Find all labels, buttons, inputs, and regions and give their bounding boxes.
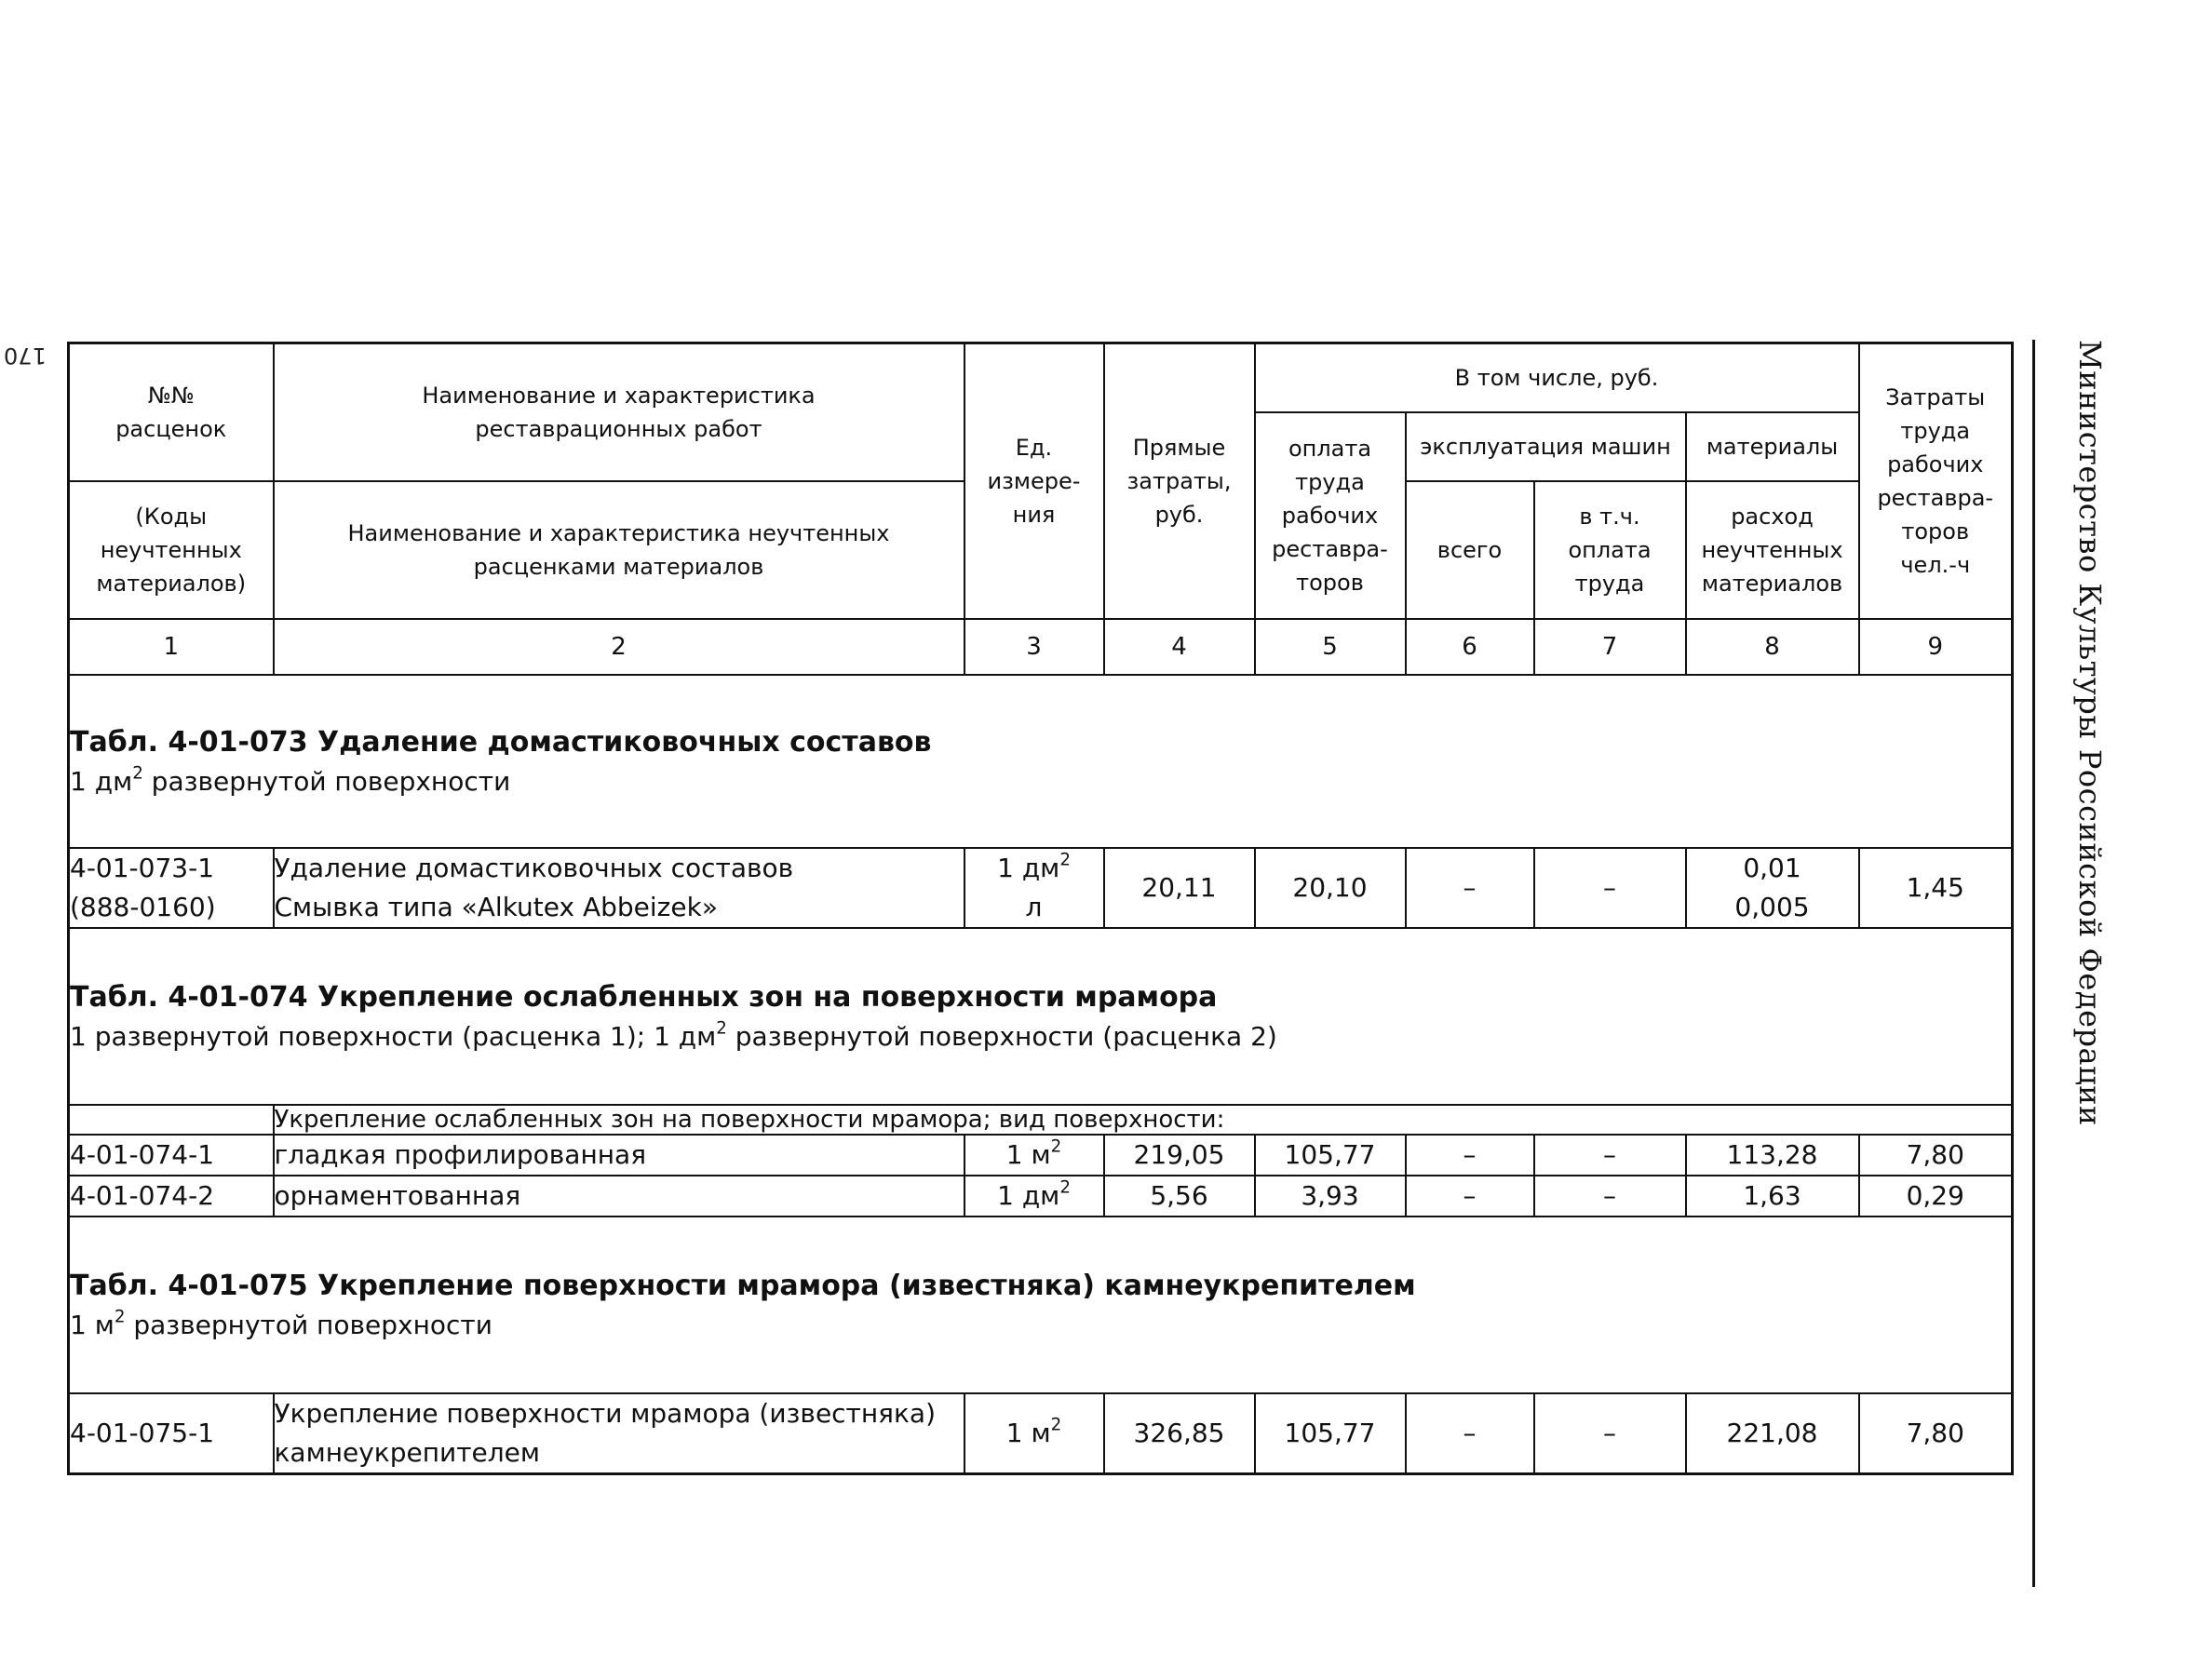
rate-code: 4-01-074-2 bbox=[69, 1176, 274, 1217]
labor-hours: 7,80 bbox=[1859, 1135, 2013, 1176]
header-machines-total: всего bbox=[1406, 481, 1534, 619]
header-materials: материалы bbox=[1686, 412, 1859, 481]
column-number: 8 bbox=[1686, 619, 1859, 675]
subheader-text: Укрепление ослабленных зон на поверхности мрамора; вид поверхности: bbox=[274, 1105, 2013, 1135]
header-materials-consumption: расход неучтенных материалов bbox=[1686, 481, 1859, 619]
header-labor-pay: оплата труда рабочих реставра- торов bbox=[1255, 412, 1406, 619]
side-title-rule bbox=[2032, 340, 2108, 1587]
subheader-row bbox=[69, 1105, 2013, 1135]
header-machines: эксплуатация машин bbox=[1406, 412, 1686, 481]
section-title: Табл. 4-01-073 Удаление домастиковочных составов bbox=[70, 725, 932, 759]
section-header bbox=[69, 1217, 2013, 1393]
section-title: Табл. 4-01-075 Укрепление поверхности мрамора (известняка) камнеукрепителем bbox=[70, 1269, 1416, 1302]
table-row bbox=[69, 1393, 2013, 1474]
column-number: 2 bbox=[274, 619, 964, 675]
column-number: 5 bbox=[1255, 619, 1406, 675]
rate-code: 4-01-075-1 bbox=[69, 1393, 274, 1474]
column-number: 7 bbox=[1534, 619, 1686, 675]
work-name: Укрепление поверхности мрамора (известняка) камнеукрепителем bbox=[274, 1393, 964, 1474]
machines-labor: – bbox=[1534, 1135, 1686, 1176]
header-unit: Ед. измере- ния bbox=[964, 343, 1104, 619]
section-unit: 1 $дм^2$ развернутой поверхности bbox=[70, 762, 511, 797]
work-name: Удаление домастиковочных составов Смывка типа «Alkutex Abbeizek» bbox=[274, 848, 964, 928]
unit: 1 $м^2$ bbox=[964, 1393, 1104, 1474]
direct-costs: 5,56 bbox=[1104, 1176, 1255, 1217]
labor-pay: 20,10 bbox=[1255, 848, 1406, 928]
header-labor-hours: Затраты труда рабочих реставра- торов чел.-ч bbox=[1859, 343, 2013, 619]
header-machines-labor: в т.ч. оплата труда bbox=[1534, 481, 1686, 619]
section-unit: 1 $м^2$ развернутой поверхности bbox=[70, 1306, 492, 1340]
header-col2-top: Наименование и характеристика реставрационных работ bbox=[274, 343, 964, 481]
materials: 0,01 0,005 bbox=[1686, 848, 1859, 928]
column-number: 1 bbox=[69, 619, 274, 675]
direct-costs: 20,11 bbox=[1104, 848, 1255, 928]
unit: 1 $дм^2$ bbox=[964, 1176, 1104, 1217]
rate-code: 4-01-074-1 bbox=[69, 1135, 274, 1176]
direct-costs: 219,05 bbox=[1104, 1135, 1255, 1176]
work-name: орнаментованная bbox=[274, 1176, 964, 1217]
section-header bbox=[69, 675, 2013, 848]
table-row bbox=[69, 1135, 2013, 1176]
column-number: 4 bbox=[1104, 619, 1255, 675]
column-numbers-row bbox=[69, 619, 2013, 675]
side-title: Министерство Культуры Российской Федерации bbox=[2072, 340, 2108, 1126]
column-number: 6 bbox=[1406, 619, 1534, 675]
machines-total: – bbox=[1406, 1393, 1534, 1474]
labor-pay: 105,77 bbox=[1255, 1135, 1406, 1176]
page-number: 170 bbox=[4, 343, 47, 369]
labor-pay: 3,93 bbox=[1255, 1176, 1406, 1217]
labor-hours: 7,80 bbox=[1859, 1393, 2013, 1474]
direct-costs: 326,85 bbox=[1104, 1393, 1255, 1474]
machines-total: – bbox=[1406, 1135, 1534, 1176]
work-name: гладкая профилированная bbox=[274, 1135, 964, 1176]
materials: 1,63 bbox=[1686, 1176, 1859, 1217]
labor-pay: 105,77 bbox=[1255, 1393, 1406, 1474]
labor-hours: 1,45 bbox=[1859, 848, 2013, 928]
materials: 221,08 bbox=[1686, 1393, 1859, 1474]
section-unit: 1 развернутой поверхности (расценка 1); 1 $дм^2$ развернутой поверхности (расценка 2) bbox=[70, 1017, 1277, 1052]
machines-labor: – bbox=[1534, 1393, 1686, 1474]
header-col1-bottom: (Коды неучтенных материалов) bbox=[69, 481, 274, 619]
price-table bbox=[67, 342, 2014, 1475]
section-title: Табл. 4-01-074 Укрепление ослабленных зон на поверхности мрамора bbox=[70, 980, 1218, 1014]
machines-labor: – bbox=[1534, 848, 1686, 928]
unit: 1 $м^2$ bbox=[964, 1135, 1104, 1176]
machines-labor: – bbox=[1534, 1176, 1686, 1217]
machines-total: – bbox=[1406, 1176, 1534, 1217]
machines-total: – bbox=[1406, 848, 1534, 928]
materials: 113,28 bbox=[1686, 1135, 1859, 1176]
header-group-including: В том числе, руб. bbox=[1255, 343, 1859, 412]
unit: 1 $дм^2$ л bbox=[964, 848, 1104, 928]
header-direct-costs: Прямые затраты, руб. bbox=[1104, 343, 1255, 619]
rate-code: 4-01-073-1 (888-0160) bbox=[69, 848, 274, 928]
table-row bbox=[69, 1176, 2013, 1217]
empty-cell bbox=[69, 1105, 274, 1135]
section-header bbox=[69, 928, 2013, 1105]
column-number: 9 bbox=[1859, 619, 2013, 675]
header-col1-top: №№ расценок bbox=[69, 343, 274, 481]
header-col2-bottom: Наименование и характеристика неучтенных расценками материалов bbox=[274, 481, 964, 619]
labor-hours: 0,29 bbox=[1859, 1176, 2013, 1217]
column-number: 3 bbox=[964, 619, 1104, 675]
table-row bbox=[69, 848, 2013, 928]
